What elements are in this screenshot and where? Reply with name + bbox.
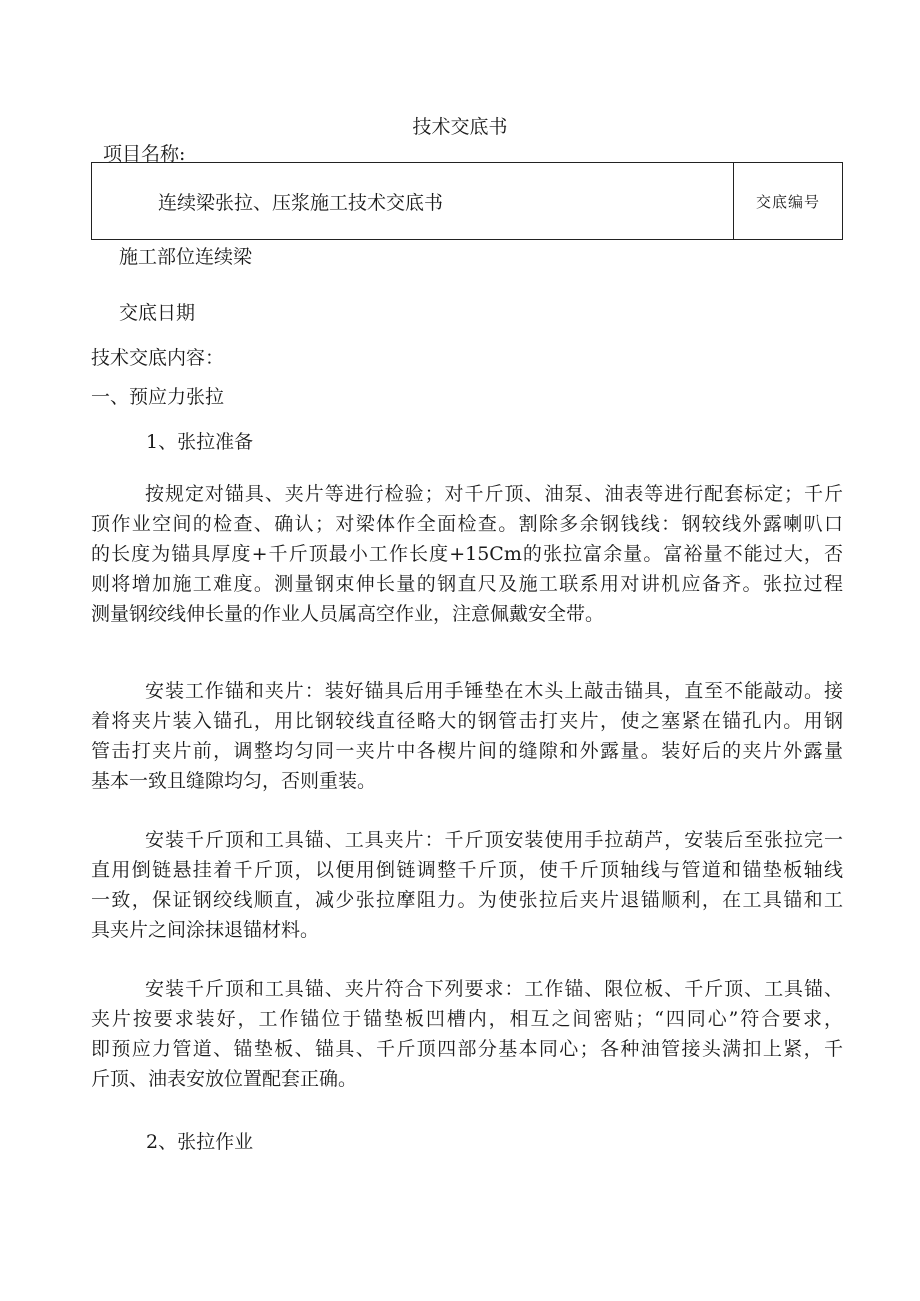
paragraph-jack-install [91,825,843,945]
paragraph-anchor-install [91,676,843,796]
subsection-heading-1: 1、张拉准备 [146,431,254,453]
content-label: 技术交底内容： [91,347,225,369]
paragraph-line: 顶作业空间的检查、确认；对梁体作全面检查。割除多余钢钱线：钢较线外露喇叭口 [91,513,843,535]
paragraph-line: 着将夹片装入锚孔，用比钢较线直径略大的钢管击打夹片，使之塞紧在锚孔内。用钢 [91,710,843,732]
paragraph-line: 安装千斤顶和工具锚、工具夹片：千斤顶安装使用手拉葫芦，安装后至张拉完一 [145,829,843,851]
paragraph-line: 安装工作锚和夹片：装好锚具后用手锤垫在木头上敲击锚具，直至不能敲动。接 [145,680,843,702]
header-number-cell: 交底编号 [734,163,843,240]
paragraph-line: 斤顶、油表安放位置配套正确。 [91,1068,358,1090]
paragraph-line: 安装千斤顶和工具锚、夹片符合下列要求：工作锚、限位板、千斤顶、工具锚、 [145,978,843,1000]
paragraph-line: 则将增加施工难度。测量钢束伸长量的钢直尺及施工联系用对讲机应备齐。张拉过程 [91,573,843,595]
handover-date-label: 交底日期 [119,302,196,324]
header-table-row [92,163,843,240]
paragraph-line: 一致，保证钢绞线顺直，减少张拉摩阻力。为使张拉后夹片退锚顺利，在工具锚和工 [91,889,843,911]
project-name-label: 项目名称: [103,143,186,165]
paragraph-line: 具夹片之间涂抹退锚材料。 [91,919,320,941]
paragraph-line: 测量钢绞线伸长量的作业人员属高空作业，注意佩戴安全带。 [91,603,605,625]
paragraph-install-requirements [91,974,843,1094]
document-title: 技术交底书 [412,116,508,138]
paragraph-tensioning-prep [91,479,843,629]
paragraph-line: 基本一致且缝隙均匀，否则重装。 [91,770,377,792]
subsection-heading-2: 2、张拉作业 [146,1131,254,1153]
paragraph-line: 的长度为锚具厚度+千斤顶最小工作长度+15Cm的张拉富余量。富裕量不能过大，否 [91,543,843,565]
paragraph-line: 直用倒链悬挂着千斤顶，以便用倒链调整千斤顶，使千斤顶轴线与管道和锚垫板轴线 [91,859,843,881]
header-title-cell: 连续梁张拉、压浆施工技术交底书 [92,163,734,240]
construction-location: 施工部位连续梁 [119,246,253,268]
paragraph-line: 夹片按要求装好，工作锚位于锚垫板凹槽内，相互之间密贴；“四同心”符合要求， [91,1008,843,1030]
paragraph-line: 管击打夹片前，调整均匀同一夹片中各楔片间的缝隙和外露量。装好后的夹片外露量 [91,740,843,762]
header-table [91,162,843,240]
paragraph-line: 按规定对锚具、夹片等进行检验；对千斤顶、油泵、油表等进行配套标定；千斤 [145,483,843,505]
paragraph-line: 即预应力管道、锚垫板、锚具、千斤顶四部分基本同心；各种油管接头满扣上紧，千 [91,1038,843,1060]
section-heading: 一、预应力张拉 [91,386,225,408]
